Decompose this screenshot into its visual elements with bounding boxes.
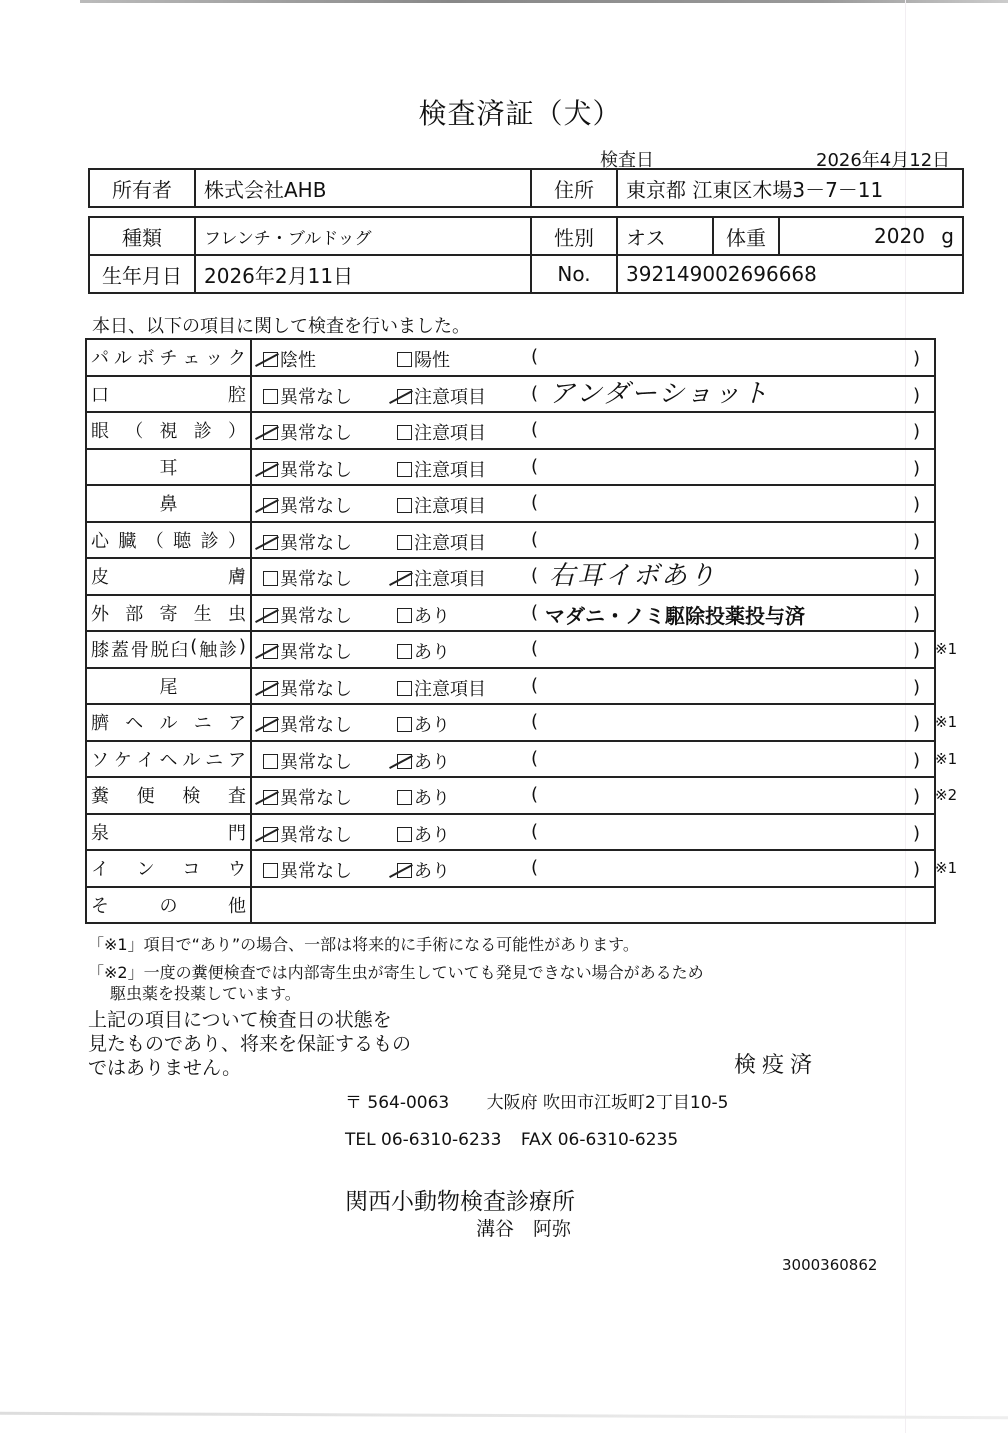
option-2-label: 注意項目 (414, 386, 486, 408)
check-note: 右耳イボあり (549, 561, 718, 591)
checkbox-icon[interactable] (263, 608, 278, 623)
checkbox-icon[interactable] (397, 863, 412, 878)
option-1[interactable] (263, 346, 316, 372)
paren-close: ) (913, 603, 921, 625)
option-2-label: 注意項目 (414, 532, 486, 554)
checkbox-icon[interactable] (263, 535, 278, 550)
disclaimer-line: 見たものであり、将来を保証するもの (88, 1033, 412, 1055)
lab-tel: TEL 06-6310-6233 (345, 1130, 502, 1150)
check-row (87, 559, 934, 596)
check-label: 膝 蓋 骨 脱 臼 ( 触 診 ) (87, 632, 252, 667)
checkbox-icon[interactable] (397, 498, 412, 513)
check-label: 耳 (87, 450, 252, 485)
paren-open: ( (531, 857, 539, 878)
checkbox-icon[interactable] (263, 462, 278, 477)
check-label: 鼻 (87, 486, 252, 521)
option-2-label: あり (414, 605, 450, 627)
option-2-label: あり (414, 861, 450, 882)
check-note: マダニ・ノミ駆除投薬投与済 (545, 603, 805, 628)
check-label: 尾 (87, 669, 252, 704)
check-label: イ ン コ ウ (87, 851, 252, 886)
breed-label: 種類 (89, 217, 195, 255)
footnote-mark: ※1 (935, 859, 958, 877)
checkbox-icon[interactable] (263, 790, 278, 805)
option-2[interactable] (397, 711, 450, 737)
checkbox-icon[interactable] (397, 389, 412, 404)
disclaimer-line: ではありません。 (88, 1057, 242, 1079)
paren-close: ) (913, 749, 921, 771)
paren-open: ( (531, 346, 539, 367)
checkbox-icon[interactable] (263, 754, 278, 769)
checkbox-icon[interactable] (397, 827, 412, 842)
check-row (87, 742, 934, 779)
paren-open: ( (531, 492, 539, 513)
paren-open: ( (531, 601, 539, 623)
checkbox-icon[interactable] (263, 863, 278, 878)
check-row (87, 632, 934, 669)
paren-close: ) (913, 530, 921, 552)
option-2[interactable] (397, 602, 450, 628)
paren-open: ( (531, 565, 539, 586)
checkbox-icon[interactable] (397, 571, 412, 586)
footnote-mark: ※1 (935, 640, 958, 658)
checkbox-icon[interactable] (397, 717, 412, 732)
check-label: ソ ケ イ ヘ ル ニ ア (87, 742, 252, 777)
option-2[interactable] (397, 346, 450, 372)
document-number: 3000360862 (782, 1256, 878, 1274)
check-row (87, 523, 934, 560)
check-row (87, 851, 934, 888)
check-row (87, 596, 934, 633)
option-1[interactable] (263, 857, 352, 883)
checkbox-icon[interactable] (397, 352, 412, 367)
checkbox-icon[interactable] (397, 754, 412, 769)
option-2[interactable] (397, 492, 486, 518)
option-1[interactable] (263, 675, 352, 701)
option-1-label: 異常なし (280, 569, 352, 590)
option-2[interactable] (397, 675, 486, 701)
checkbox-icon[interactable] (263, 827, 278, 842)
scan-edge-bottom (0, 1412, 1008, 1419)
document-title: 検査済証（犬） (418, 97, 622, 130)
paren-open: ( (531, 711, 539, 732)
check-row (87, 486, 934, 523)
option-2[interactable] (397, 529, 486, 555)
checkbox-icon[interactable] (397, 681, 412, 696)
option-2-label: 注意項目 (414, 423, 486, 444)
check-label: 口 腔 (87, 377, 252, 412)
option-1-label: 異常なし (280, 386, 352, 408)
paren-close: ) (913, 384, 921, 406)
paren-open: ( (531, 382, 539, 404)
breed-value: フレンチ・ブルドッグ (195, 217, 531, 255)
option-1-label: 異常なし (280, 751, 352, 773)
option-1[interactable] (263, 383, 352, 409)
disclaimer (88, 1008, 411, 1080)
check-label: 臍 ヘ ル ニ ア (87, 705, 252, 740)
option-2[interactable] (397, 383, 486, 409)
lab-fax: FAX 06-6310-6235 (520, 1130, 679, 1150)
paren-close: ) (913, 786, 921, 807)
paren-open: ( (531, 674, 539, 696)
check-row (87, 450, 934, 487)
lab-name: 関西小動物検査診療所 (345, 1189, 575, 1215)
owner-value: 株式会社AHB (195, 169, 531, 207)
checkbox-icon[interactable] (397, 462, 412, 477)
check-row (87, 888, 934, 925)
lab-contact (345, 1130, 678, 1150)
footnote-1: 「※1」項目で“あり”の場合、一部は将来的に手術になる可能性があります。 (88, 935, 639, 954)
option-1[interactable] (263, 456, 352, 482)
option-1-label: 異常なし (280, 459, 352, 481)
option-2[interactable] (397, 748, 450, 774)
option-1[interactable] (263, 529, 352, 555)
option-2-label: あり (414, 751, 450, 773)
check-row (87, 669, 934, 706)
paren-close: ) (913, 676, 921, 698)
checkbox-icon[interactable] (263, 644, 278, 659)
checkbox-icon[interactable] (397, 790, 412, 805)
option-1[interactable] (263, 748, 352, 774)
paren-close: ) (913, 457, 921, 479)
option-2-label: 陽性 (414, 350, 450, 371)
sex-label: 性別 (531, 217, 617, 255)
check-row (87, 377, 934, 414)
birth-date-value: 2026年2月11日 (195, 255, 531, 293)
option-2[interactable] (397, 638, 450, 664)
address-value: 東京都 江東区木場3－7－11 (617, 169, 963, 207)
weight-cell (779, 217, 963, 255)
paren-close: ) (913, 713, 921, 734)
check-label: 心 臓 （ 聴 診 ） (87, 523, 252, 558)
option-2[interactable] (397, 857, 450, 883)
check-label: 眼 （ 視 診 ） (87, 413, 252, 448)
check-row (87, 815, 934, 852)
lab-postal: 〒 564-0063 (345, 1093, 450, 1113)
option-1[interactable] (263, 565, 352, 591)
option-2-label: あり (414, 824, 450, 846)
option-1[interactable] (263, 492, 352, 518)
paren-open: ( (531, 747, 539, 769)
option-2-label: あり (414, 642, 450, 663)
option-2[interactable] (397, 784, 450, 810)
option-1-label: 異常なし (280, 715, 352, 736)
option-1-label: 異常なし (280, 605, 352, 627)
exam-date-value: 2026年4月12日 (816, 150, 951, 171)
option-1-label: 異常なし (280, 861, 352, 882)
check-row (87, 705, 934, 742)
paren-open: ( (531, 419, 539, 440)
sex-value: オス (617, 217, 713, 255)
option-2[interactable] (397, 821, 450, 847)
birth-date-label: 生年月日 (89, 255, 195, 293)
checkbox-icon[interactable] (263, 352, 278, 367)
option-2[interactable] (397, 419, 486, 445)
check-row (87, 778, 934, 815)
option-1-label: 異常なし (280, 423, 352, 444)
option-2-label: 注意項目 (414, 678, 486, 700)
paren-open: ( (531, 638, 539, 659)
option-1-label: 異常なし (280, 642, 352, 663)
checkbox-icon[interactable] (263, 717, 278, 732)
paren-close: ) (913, 822, 921, 844)
option-2-label: あり (414, 788, 450, 809)
check-label: 糞 便 検 査 (87, 778, 252, 813)
number-value: 392149002696668 (617, 255, 963, 293)
scan-edge-top (80, 0, 1008, 3)
footnote-mark: ※1 (935, 713, 958, 731)
option-1[interactable] (263, 784, 352, 810)
owner-label: 所有者 (89, 169, 195, 207)
option-1-label: 異常なし (280, 496, 352, 517)
checkbox-icon[interactable] (397, 425, 412, 440)
intro-text: 本日、以下の項目に関して検査を行いました。 (92, 316, 470, 337)
option-1-label: 異常なし (280, 824, 352, 846)
paren-open: ( (531, 784, 539, 805)
check-label: 外 部 寄 生 虫 (87, 596, 252, 631)
paren-close: ) (913, 348, 921, 369)
checkbox-icon[interactable] (397, 608, 412, 623)
number-label: No. (531, 255, 617, 293)
checks-table (85, 338, 936, 924)
option-1[interactable] (263, 821, 352, 847)
option-1-label: 異常なし (280, 678, 352, 700)
check-label: パ ル ボ チ ェ ッ ク (87, 340, 252, 375)
option-2-label: 注意項目 (414, 459, 486, 481)
footnote-2-line1: 「※2」一度の糞便検査では内部寄生虫が寄生していても発見できない場合があるため (88, 963, 704, 982)
option-1-label: 陰性 (280, 350, 316, 371)
check-label: 皮 膚 (87, 559, 252, 594)
checkbox-icon[interactable] (263, 571, 278, 586)
weight-value: 2020 (874, 224, 925, 248)
check-row (87, 340, 934, 377)
option-1-label: 異常なし (280, 532, 352, 554)
weight-unit: g (941, 224, 954, 248)
option-2-label: 注意項目 (414, 496, 486, 517)
paren-close: ) (913, 859, 921, 880)
exam-date-label: 検査日 (600, 150, 654, 171)
checkbox-icon[interactable] (263, 498, 278, 513)
footnote-mark: ※2 (935, 786, 958, 804)
paren-open: ( (531, 528, 539, 550)
check-label: 泉 門 (87, 815, 252, 850)
lab-address (345, 1088, 728, 1113)
owner-info-table (88, 168, 964, 208)
paren-close: ) (913, 494, 921, 515)
checkbox-icon[interactable] (263, 681, 278, 696)
option-1[interactable] (263, 638, 352, 664)
checkbox-icon[interactable] (263, 389, 278, 404)
paren-close: ) (913, 640, 921, 661)
vet-name: 溝谷 阿弥 (476, 1218, 572, 1240)
disclaimer-line: 上記の項目について検査日の状態を (88, 1009, 392, 1031)
weight-label: 体重 (713, 217, 779, 255)
option-2[interactable] (397, 456, 486, 482)
option-1[interactable] (263, 711, 352, 737)
paren-close: ) (913, 567, 921, 588)
quarantine-stamp: 検疫済 (734, 1053, 819, 1078)
check-row (87, 413, 934, 450)
paren-close: ) (913, 421, 921, 442)
option-2[interactable] (397, 565, 486, 591)
animal-info-table (88, 216, 964, 294)
address-label: 住所 (531, 169, 617, 207)
option-1-label: 異常なし (280, 788, 352, 809)
paren-open: ( (531, 820, 539, 842)
option-2-label: 注意項目 (414, 569, 486, 590)
footnote-mark: ※1 (935, 749, 958, 768)
lab-street: 大阪府 吹田市江坂町2丁目10-5 (486, 1093, 729, 1113)
check-note: アンダーショット (549, 378, 770, 409)
paren-open: ( (531, 455, 539, 477)
check-label: そ の 他 (87, 888, 252, 923)
footnote-2-line2: 駆虫薬を投薬しています。 (110, 984, 301, 1003)
checkbox-icon[interactable] (397, 535, 412, 550)
option-2-label: あり (414, 715, 450, 736)
checkbox-icon[interactable] (263, 425, 278, 440)
option-1[interactable] (263, 419, 352, 445)
option-1[interactable] (263, 602, 352, 628)
checkbox-icon[interactable] (397, 644, 412, 659)
